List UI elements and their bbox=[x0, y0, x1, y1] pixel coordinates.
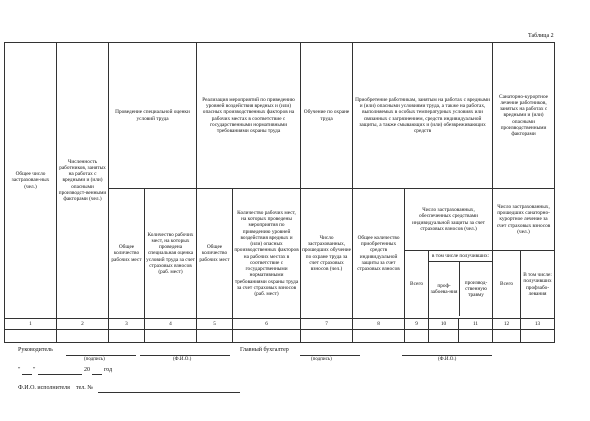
header-total-insured: Общее число застрахован-ных (чел.) bbox=[5, 43, 57, 319]
data-row bbox=[5, 330, 555, 343]
data-cell[interactable] bbox=[459, 330, 493, 343]
accountant-signature-line[interactable] bbox=[300, 355, 360, 356]
column-number: 3 bbox=[109, 319, 145, 330]
head-signature-line[interactable] bbox=[66, 355, 136, 356]
date-close-quote: " bbox=[33, 367, 36, 373]
header-group-special-assessment: Проведение специальной оценки условий труда bbox=[109, 43, 197, 189]
head-signature-hint: (подпись) bbox=[84, 357, 105, 362]
date-year-suffix: год bbox=[104, 367, 113, 373]
data-cell[interactable] bbox=[5, 330, 57, 343]
header-group-reduction-measures: Реализация мероприятий по приведению уровней воздействия вредных и (или) опасных производственных факторов на рабочих местах в соответствие с государственными нормативными требованиями охраны труда bbox=[197, 43, 301, 189]
column-number: 4 bbox=[145, 319, 197, 330]
date-year-line[interactable] bbox=[92, 374, 102, 375]
header-sanatorium-total: Всего bbox=[493, 251, 521, 319]
data-cell[interactable] bbox=[493, 330, 521, 343]
accountant-name-hint: (Ф.И.О.) bbox=[438, 357, 457, 362]
column-number: 6 bbox=[233, 319, 301, 330]
header-ppe-total: Всего bbox=[405, 251, 429, 319]
header-ppe-including-cell bbox=[429, 251, 493, 319]
header-group-ppe: Приобретение работникам, занятым на работах с вредными и (или) опасными условиями труда, а также на работах, выполняемых в особых температурных условиях или связанных с загрязнением, средств индивидуальной защиты, а также смывающих и (или) обезвреживающих средств bbox=[353, 43, 493, 189]
accountant-name-line[interactable] bbox=[402, 355, 492, 356]
header-subgroup-ppe-insured: Число застрахованных, обеспеченных средствами индивидуальной защиты за счет страховых взносов (чел.) bbox=[405, 189, 493, 251]
header-total-workplaces-2: Общее количество рабочих мест bbox=[197, 189, 233, 319]
head-label: Руководитель bbox=[18, 347, 53, 353]
header-group-sanatorium: Санаторно-курортное лечение работников, занятых на работах с вредными и (или) опасными производственными факторами bbox=[493, 43, 555, 189]
date-day-line[interactable] bbox=[22, 374, 32, 375]
header-group-training: Обучение по охране труда bbox=[301, 43, 353, 189]
header-assessed-workplaces: Количество рабочих мест, на которых проведена специальная оценка условий труда за счет страховых взносов (раб. мест) bbox=[145, 189, 197, 319]
date-year-prefix: 20 bbox=[84, 367, 90, 373]
data-cell[interactable] bbox=[301, 330, 353, 343]
table-number-label: Таблица 2 bbox=[528, 33, 554, 39]
phone-line[interactable] bbox=[98, 392, 240, 393]
date-month-line[interactable] bbox=[38, 374, 82, 375]
column-number: 1 bbox=[5, 319, 57, 330]
data-cell[interactable] bbox=[145, 330, 197, 343]
head-name-line[interactable] bbox=[140, 355, 230, 356]
report-table bbox=[4, 42, 555, 343]
header-work-injury: производ-ственную травму bbox=[464, 279, 488, 299]
head-name-hint: (Ф.И.О.) bbox=[173, 357, 192, 362]
data-cell[interactable] bbox=[233, 330, 301, 343]
header-improved-workplaces: Количество рабочих мест, на которых проведены мероприятия по приведению уровней воздействия вредных и (или) опасных производственных факторов на рабочих местах в соответствие с государственными нормативными требованиями охраны труда за счет страховых взносов (раб. мест) bbox=[233, 189, 301, 319]
data-cell[interactable] bbox=[57, 330, 109, 343]
column-number: 11 bbox=[459, 319, 493, 330]
data-cell[interactable] bbox=[197, 330, 233, 343]
data-cell[interactable] bbox=[405, 330, 429, 343]
column-number: 8 bbox=[353, 319, 405, 330]
header-subgroup-sanatorium: Число застрахованных, прошедших санаторно-курортное лечение за счет страховых взносов (чел.) bbox=[493, 189, 555, 251]
column-numbers-row bbox=[5, 319, 555, 330]
header-total-workplaces-1: Общее количество рабочих мест bbox=[109, 189, 145, 319]
accountant-signature-hint: (подпись) bbox=[311, 357, 332, 362]
column-number: 12 bbox=[493, 319, 521, 330]
accountant-label: Главный бухгалтер bbox=[240, 347, 289, 353]
header-sanatorium-occupational: В том числе: получивших профзабо-левания bbox=[521, 251, 555, 319]
column-number: 7 bbox=[301, 319, 353, 330]
data-cell[interactable] bbox=[109, 330, 145, 343]
header-trained-insured: Число застрахованных, прошедших обучение по охране труда за счет страховых взносов (чел.) bbox=[301, 189, 353, 319]
header-ppe-purchased: Общее количество приобретенных средств индивидуальной защиты за счет страховых взносов bbox=[353, 189, 405, 319]
phone-label: тел. № bbox=[76, 385, 94, 391]
date-open-quote: " bbox=[18, 367, 21, 373]
data-cell[interactable] bbox=[521, 330, 555, 343]
column-number: 2 bbox=[57, 319, 109, 330]
data-cell[interactable] bbox=[353, 330, 405, 343]
data-cell[interactable] bbox=[429, 330, 459, 343]
column-number: 13 bbox=[521, 319, 555, 330]
header-occupational-disease: проф-забоева-ния bbox=[429, 262, 460, 316]
header-workers-hazardous: Численность работников, занятых на работах с вредными и (или) опасными производст-венными факторами (чел.) bbox=[57, 43, 109, 319]
column-number: 10 bbox=[429, 319, 459, 330]
header-ppe-including: в том числе получивших: bbox=[429, 251, 492, 262]
column-number: 5 bbox=[197, 319, 233, 330]
column-number: 9 bbox=[405, 319, 429, 330]
executor-label: Ф.И.О. исполнителя bbox=[18, 385, 70, 391]
